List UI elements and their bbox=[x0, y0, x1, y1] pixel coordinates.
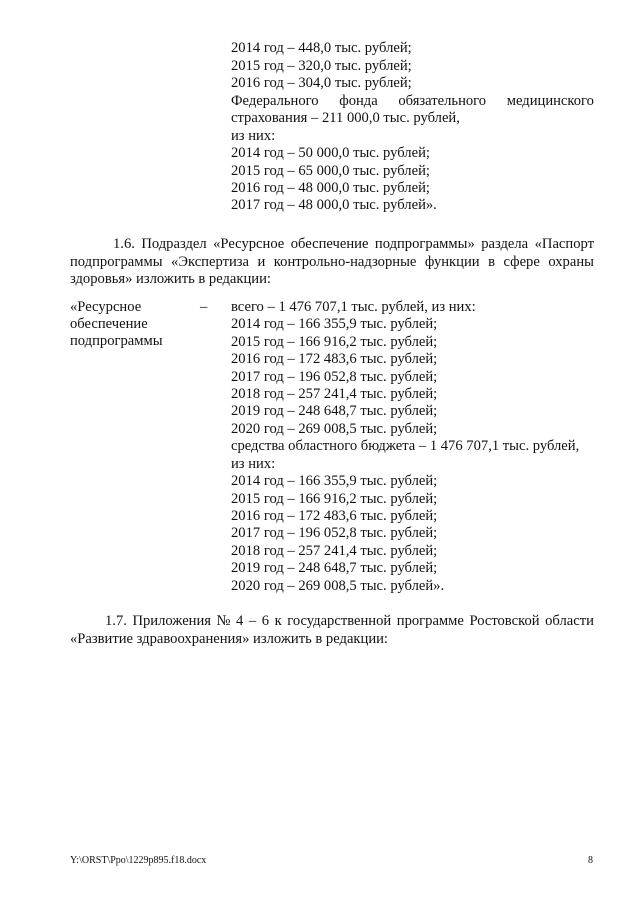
resource-label-2: обеспечение bbox=[70, 316, 148, 332]
oblast-year-2019: 2019 год – 248 648,7 тыс. рублей; bbox=[231, 560, 438, 576]
resource-label-3: подпрограммы bbox=[70, 333, 163, 349]
resource-year-2014: 2014 год – 166 355,9 тыс. рублей; bbox=[231, 316, 438, 332]
oblast-year-2018: 2018 год – 257 241,4 тыс. рублей; bbox=[231, 543, 438, 559]
oblast-year-2017: 2017 год – 196 052,8 тыс. рублей; bbox=[231, 525, 438, 541]
resource-year-2018: 2018 год – 257 241,4 тыс. рублей; bbox=[231, 386, 438, 402]
resource-year-2020: 2020 год – 269 008,5 тыс. рублей; bbox=[231, 421, 438, 437]
resource-year-2015: 2015 год – 166 916,2 тыс. рублей; bbox=[231, 334, 438, 350]
line-2015-amount: 2015 год – 320,0 тыс. рублей; bbox=[231, 58, 412, 74]
ffoms-line-2: страхования – 211 000,0 тыс. рублей, bbox=[231, 110, 460, 126]
ffoms-line-1: Федерального фонда обязательного медицинского bbox=[231, 93, 594, 109]
resource-total: всего – 1 476 707,1 тыс. рублей, из них: bbox=[231, 299, 476, 315]
section-1-6-line-1: 1.6. Подраздел «Ресурсное обеспечение подпрограммы» раздела «Паспорт bbox=[113, 236, 594, 252]
section-1-7-line-2: «Развитие здравоохранения» изложить в редакции: bbox=[70, 631, 388, 647]
resource-oblast-line: средства областного бюджета – 1 476 707,1 тыс. рублей, bbox=[231, 438, 580, 454]
resource-label-1: «Ресурсное bbox=[70, 299, 142, 315]
ffoms-iz-nih: из них: bbox=[231, 128, 276, 144]
section-1-6-line-2: подпрограммы «Экспертиза и контрольно-надзорные функции в сфере охраны bbox=[70, 254, 594, 270]
resource-oblast-iz-nih: из них: bbox=[231, 456, 276, 472]
resource-year-2016: 2016 год – 172 483,6 тыс. рублей; bbox=[231, 351, 438, 367]
resource-year-2017: 2017 год – 196 052,8 тыс. рублей; bbox=[231, 369, 438, 385]
oblast-year-2016: 2016 год – 172 483,6 тыс. рублей; bbox=[231, 508, 438, 524]
resource-dash: – bbox=[200, 299, 208, 315]
footer-file-path: Y:\ORST\Ppo\1229p895.f18.docx bbox=[70, 855, 207, 866]
page-number: 8 bbox=[588, 855, 593, 866]
oblast-year-2014: 2014 год – 166 355,9 тыс. рублей; bbox=[231, 473, 438, 489]
line-2014-amount: 2014 год – 448,0 тыс. рублей; bbox=[231, 40, 412, 56]
oblast-year-2020: 2020 год – 269 008,5 тыс. рублей». bbox=[231, 578, 445, 594]
section-1-7-line-1: 1.7. Приложения № 4 – 6 к государственной программе Ростовской области bbox=[105, 613, 594, 629]
ffoms-year-2017: 2017 год – 48 000,0 тыс. рублей». bbox=[231, 197, 437, 213]
line-2016-amount: 2016 год – 304,0 тыс. рублей; bbox=[231, 75, 412, 91]
ffoms-year-2015: 2015 год – 65 000,0 тыс. рублей; bbox=[231, 163, 430, 179]
ffoms-year-2014: 2014 год – 50 000,0 тыс. рублей; bbox=[231, 145, 430, 161]
ffoms-year-2016: 2016 год – 48 000,0 тыс. рублей; bbox=[231, 180, 430, 196]
resource-year-2019: 2019 год – 248 648,7 тыс. рублей; bbox=[231, 403, 438, 419]
section-1-6-line-3: здоровья» изложить в редакции: bbox=[70, 271, 271, 287]
oblast-year-2015: 2015 год – 166 916,2 тыс. рублей; bbox=[231, 491, 438, 507]
